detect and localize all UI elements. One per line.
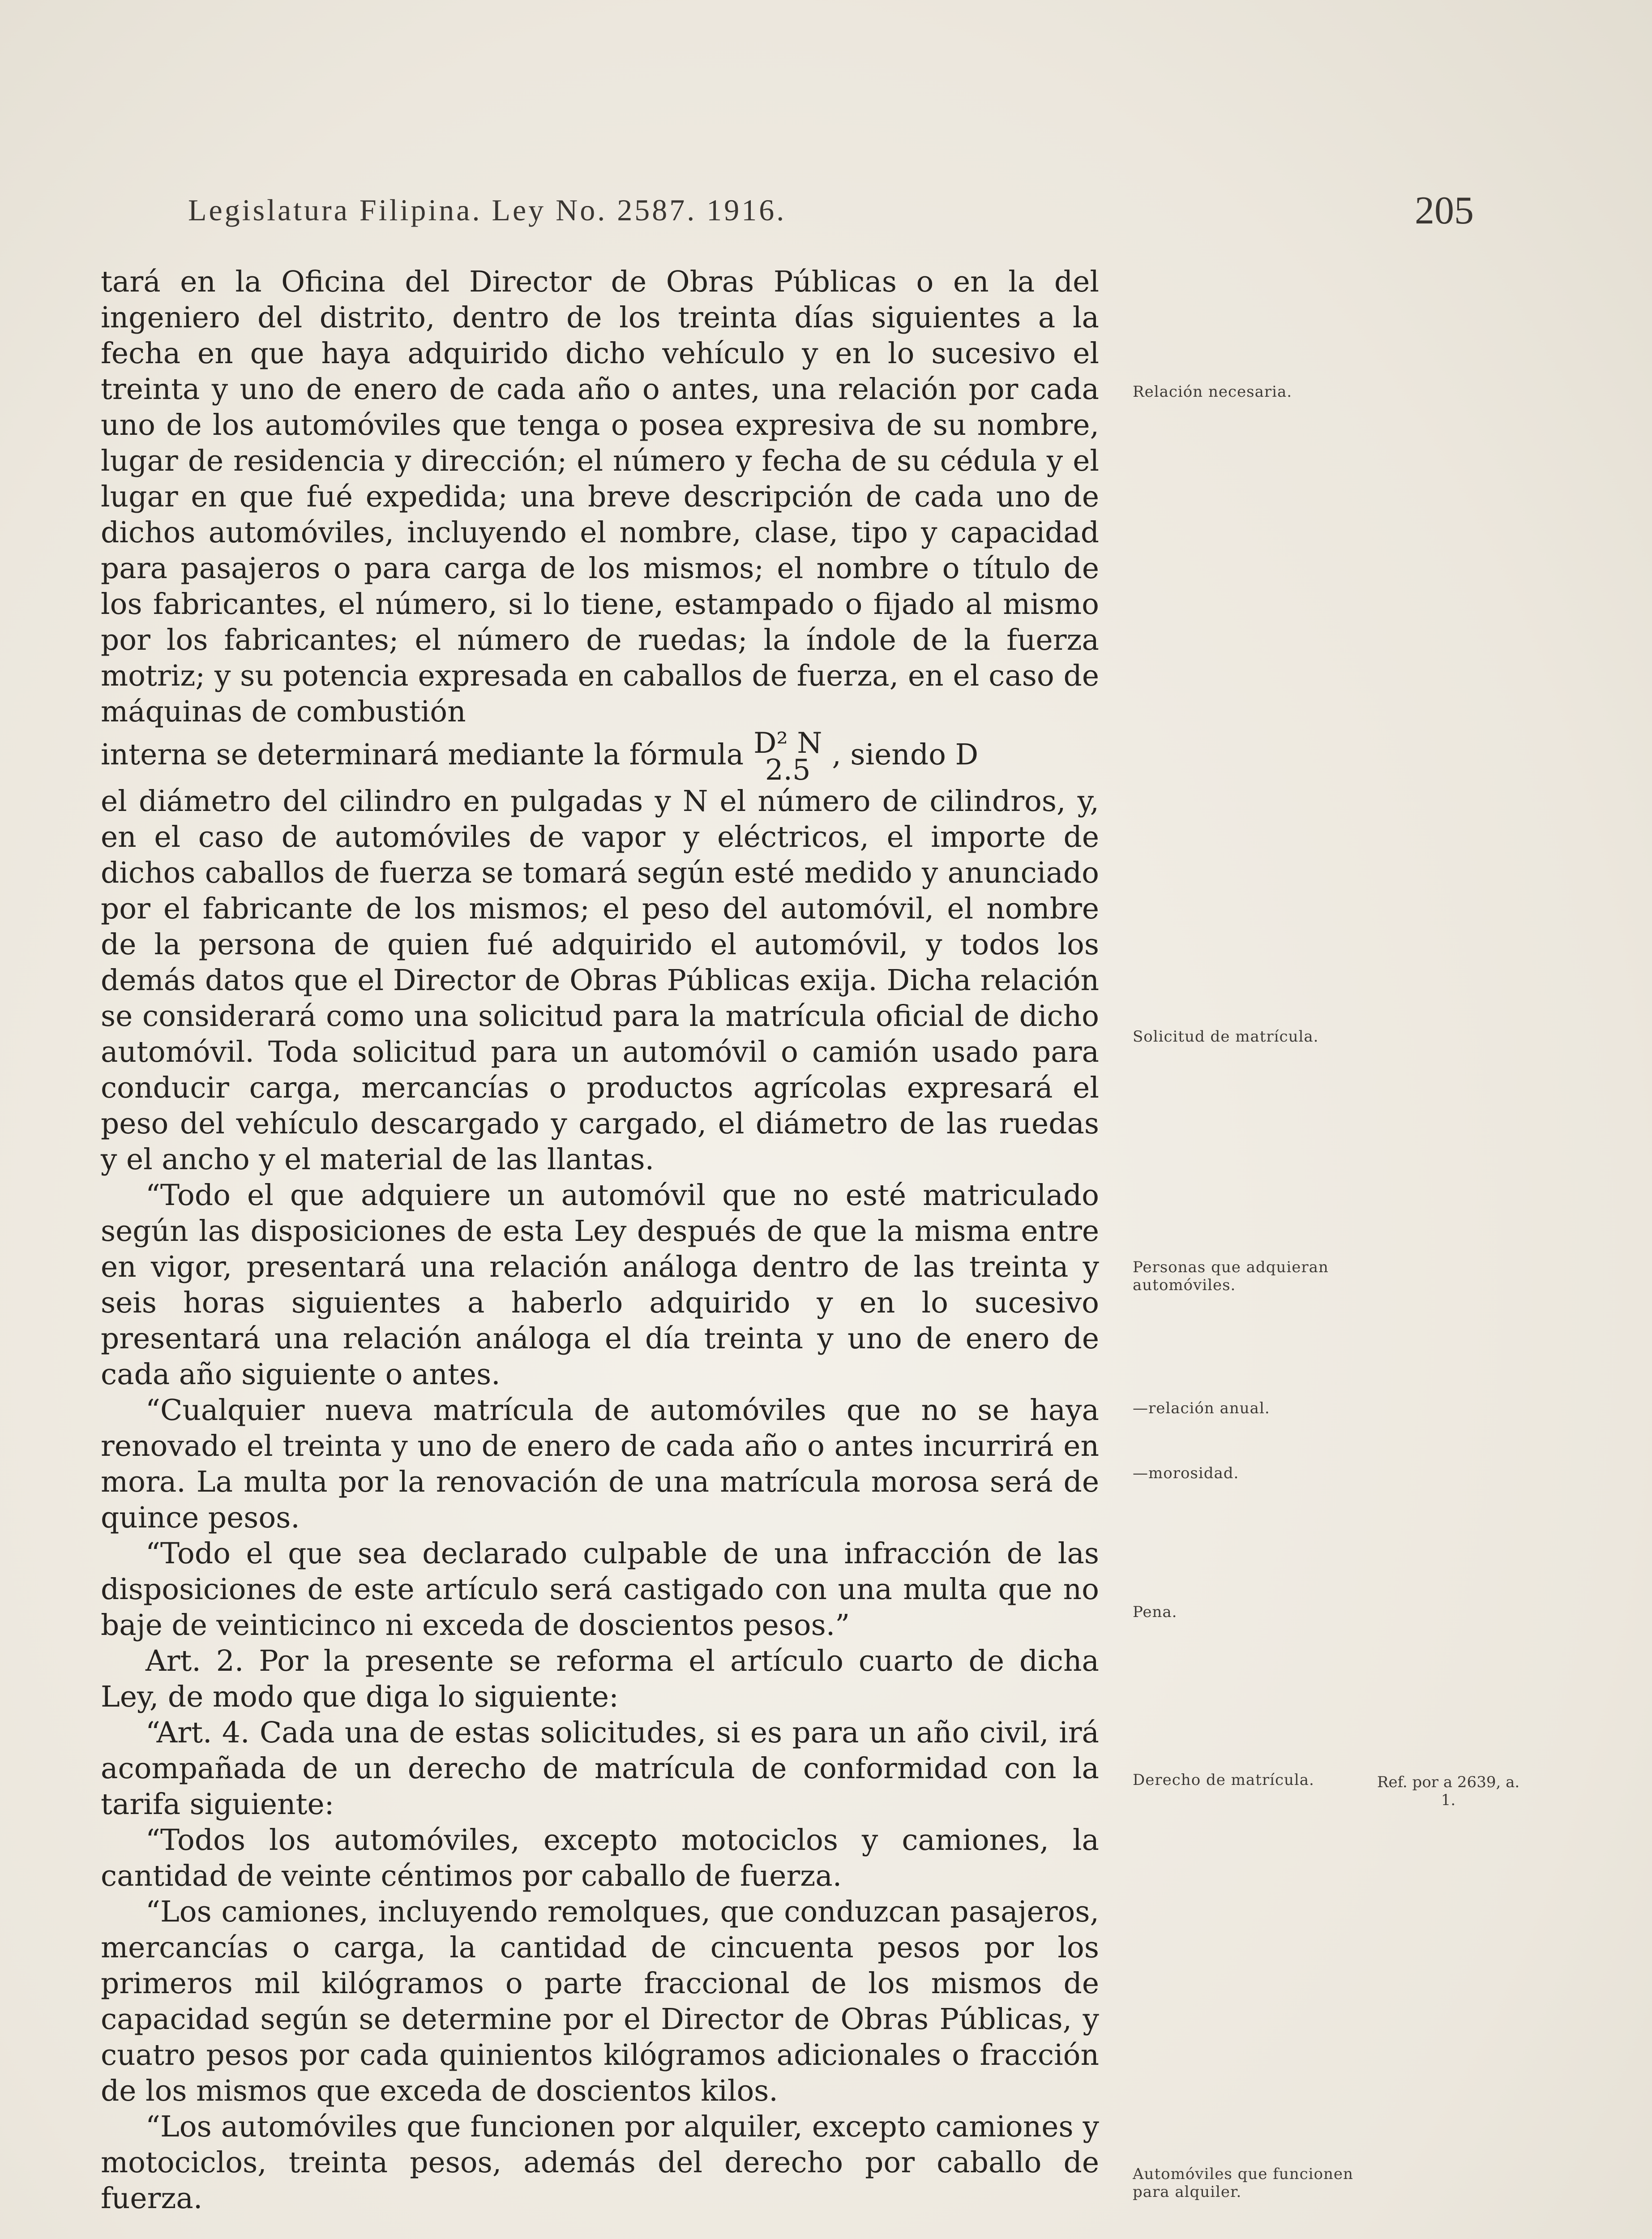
paragraph-rental-fee: “Los automóviles que funcionen por alquiler, excepto camiones y motociclos, treinta pesos, además del derecho por caballo de fuerza. — [101, 2110, 1099, 2215]
margin-note-solicitud-matricula: Solicitud de matrícula. — [1133, 1028, 1319, 1046]
margin-note-derecho-matricula: Derecho de matrícula. — [1133, 1771, 1314, 1789]
paragraph-continuation: tará en la Oficina del Director de Obras Públicas o en la del ingeniero del distrito, dentro de los treinta días siguientes a la fecha en que haya adquirido dicho vehículo y en lo sucesivo el treinta y uno de enero de cada año o antes, una relación por cada uno de los automóviles que tenga o posea expresiva de su nombre, lugar de residencia y dirección; el número y fecha de su cédula y el lugar en que fué expedida; una breve descripción de cada uno de dichos automóviles, incluyendo el nombre, clase, tipo y capacidad para pasajeros o para carga de los mismos; el nombre o título de los fabricantes, el número, si lo tiene, estampado o fijado al mismo por los fabricantes; el número de ruedas; la índole de la fuerza motriz; y su potencia expresada en caballos de fuerza, en el caso de máquinas de combustión — [101, 265, 1099, 729]
body-text — [101, 264, 1099, 2217]
paragraph-trucks-fee: “Los camiones, incluyendo remolques, que conduzcan pasajeros, mercancías o carga, la cantidad de cincuenta pesos por los primeros mil kilógramos o parte fraccional de los mismos de capacidad según se determine por el Director de Obras Públicas, y cuatro pesos por cada quinientos kilógramos adicionales o fracción de los mismos que exceda de doscientos kilos. — [101, 1895, 1099, 2108]
margin-note-relacion-anual: —relación anual. — [1133, 1399, 1270, 1417]
running-header: Legislatura Filipina. Ley No. 2587. 1916. — [188, 193, 787, 227]
formula-trail-text: , siendo D — [832, 738, 979, 772]
paragraph-article-4: “Art. 4. Cada una de estas solicitudes, si es para un año civil, irá acompañada de un derecho de matrícula de conformidad con la tarifa siguiente: — [101, 1716, 1099, 1821]
paragraph-penalty: “Todo el que sea declarado culpable de una infracción de las disposiciones de este artículo será castigado con una multa que no baje de veinticinco ni exceda de doscientos pesos.” — [101, 1537, 1099, 1642]
margin-note-personas-adquieran: Personas que adquieran automóviles. — [1133, 1258, 1329, 1294]
paragraph-automobiles-fee: “Todos los automóviles, excepto motociclos y camiones, la cantidad de veinte céntimos por caballo de fuerza. — [101, 1823, 1099, 1893]
formula-denominator: 2.5 — [765, 754, 811, 787]
margin-note-pena: Pena. — [1133, 1603, 1177, 1621]
margin-note-automoviles-alquiler: Automóviles que funcionen para alquiler. — [1133, 2165, 1353, 2201]
margin-note-reference: Ref. por a 2639, a. 1. — [1377, 1773, 1520, 1809]
horsepower-formula — [753, 727, 822, 787]
margin-note-relacion-necesaria: Relación necesaria. — [1133, 383, 1292, 401]
paragraph-acquirers: “Todo el que adquiere un automóvil que no esté matriculado según las disposiciones de esta Ley después de que la misma entre en vigor, presentará una relación análoga dentro de las treinta y seis horas siguientes a haberlo adquirido y en lo sucesivo presentará una relación análoga el día treinta y uno de enero de cada año siguiente o antes. — [101, 1179, 1099, 1391]
page-number: 205 — [1415, 189, 1474, 232]
margin-note-morosidad: —morosidad. — [1133, 1464, 1239, 1482]
paragraph-application-details: el diámetro del cilindro en pulgadas y N el número de cilindros, y, en el caso de automóviles de vapor y eléctricos, el importe de dichos caballos de fuerza se tomará según esté medido y anunciado por el fabricante de los mismos; el peso del automóvil, el nombre de la persona de quien fué adquirido el automóvil, y todos los demás datos que el Director de Obras Públicas exija. Dicha relación se considerará como una solicitud para la matrícula oficial de dicho automóvil. Toda solicitud para un automóvil o camión usado para conducir carga, mercancías o productos agrícolas expresará el peso del vehículo descargado y cargado, el diámetro de las ruedas y el ancho y el material de las llantas. — [101, 785, 1099, 1176]
paragraph-overdue: “Cualquier nueva matrícula de automóviles que no se haya renovado el treinta y uno de enero de cada año o antes incurrirá en mora. La multa por la renovación de una matrícula morosa será de quince pesos. — [101, 1394, 1099, 1535]
formula-lead-text: interna se determinará mediante la fórmula — [101, 738, 744, 772]
formula-numerator: D² N — [753, 727, 822, 760]
paragraph-article-2: Art. 2. Por la presente se reforma el artículo cuarto de dicha Ley, de modo que diga lo siguiente: — [101, 1644, 1099, 1714]
formula-line — [101, 727, 1099, 787]
